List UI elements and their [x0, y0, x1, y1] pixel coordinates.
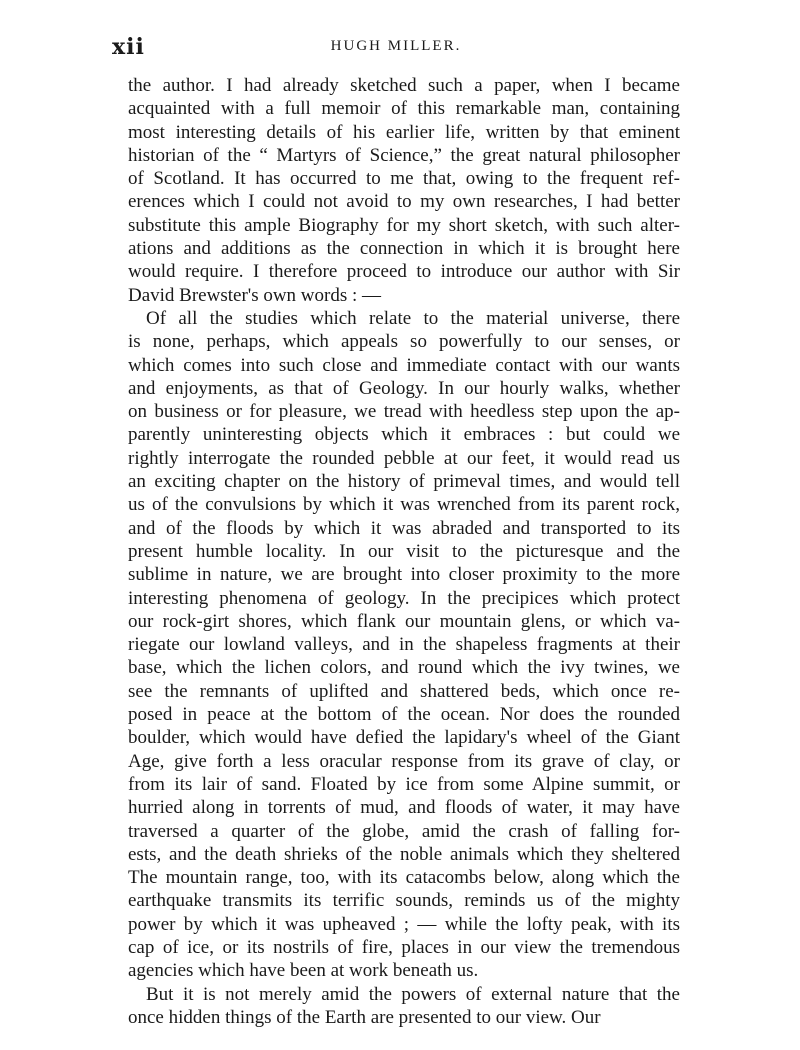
text-line: The mountain range, too, with its catacombs below, along which the — [128, 867, 680, 889]
text-line: our rock-girt shores, which flank our mountain glens, or which va- — [128, 610, 680, 632]
running-title: HUGH MILLER. — [330, 38, 462, 54]
text-line: But it is not merely amid the powers of external nature that the — [146, 983, 680, 1005]
text-line: and of the floods by which it was abraded and transported to its — [128, 517, 680, 539]
text-line: acquainted with a full memoir of this remarkable man, containing — [128, 98, 680, 120]
text-line: boulder, which would have defied the lapidary's wheel of the Giant — [128, 727, 680, 749]
text-line: power by which it was upheaved ; — while the lofty peak, with its — [128, 913, 680, 935]
text-line: which comes into such close and immediate contact with our wants — [128, 354, 680, 376]
text-line: agencies which have been at work beneath us. — [128, 960, 479, 982]
text-line: riegate our lowland valleys, and in the shapeless fragments at their — [128, 634, 680, 656]
text-line: ests, and the death shrieks of the noble animals which they sheltered — [128, 843, 680, 865]
text-line: hurried along in torrents of mud, and floods of water, it may have — [128, 797, 680, 819]
page-number: xii — [112, 34, 145, 60]
text-line: from its lair of sand. Floated by ice from some Alpine summit, or — [128, 773, 680, 795]
text-line: Age, give forth a less oracular response from its grave of clay, or — [128, 750, 680, 772]
text-line: posed in peace at the bottom of the ocean. Nor does the rounded — [128, 704, 680, 726]
text-line: sublime in nature, we are brought into closer proximity to the more — [128, 564, 680, 586]
text-line: base, which the lichen colors, and round which the ivy twines, we — [128, 657, 680, 679]
text-line: and enjoyments, as that of Geology. In our hourly walks, whether — [128, 377, 680, 399]
paragraph — [128, 983, 680, 1030]
text-line: ations and additions as the connection in which it is brought here — [128, 238, 680, 260]
text-line: historian of the “ Martyrs of Science,” the great natural philosopher — [128, 144, 680, 166]
text-line: interesting phenomena of geology. In the precipices which protect — [128, 587, 680, 609]
text-line: Of all the studies which relate to the material universe, there — [146, 307, 680, 329]
text-line: rightly interrogate the rounded pebble at our feet, it would read us — [128, 447, 680, 469]
text-line: see the remnants of uplifted and shattered beds, which once re- — [128, 680, 680, 702]
text-line: present humble locality. In our visit to the picturesque and the — [128, 540, 680, 562]
text-line: of Scotland. It has occurred to me that, owing to the frequent ref- — [128, 168, 680, 190]
text-line: David Brewster's own words : — — [128, 284, 382, 306]
paragraph — [128, 307, 680, 983]
running-head — [112, 34, 680, 58]
body-text — [128, 74, 680, 1029]
text-line: would require. I therefore proceed to introduce our author with Sir — [128, 261, 680, 283]
text-line: erences which I could not avoid to my own researches, I had better — [128, 191, 680, 213]
text-line: the author. I had already sketched such a paper, when I became — [128, 75, 680, 96]
text-line: us of the convulsions by which it was wrenched from its parent rock, — [128, 494, 680, 516]
text-line: traversed a quarter of the globe, amid the crash of falling for- — [128, 820, 680, 842]
text-line: substitute this ample Biography for my short sketch, with such alter- — [128, 214, 680, 236]
paragraph — [128, 74, 680, 307]
text-line: an exciting chapter on the history of primeval times, and would tell — [128, 471, 680, 493]
text-line: parently uninteresting objects which it embraces : but could we — [128, 424, 680, 446]
text-line: once hidden things of the Earth are presented to our view. Our — [128, 1006, 601, 1028]
text-line: is none, perhaps, which appeals so powerfully to our senses, or — [128, 331, 680, 353]
text-line: most interesting details of his earlier life, written by that eminent — [128, 121, 680, 143]
text-line: cap of ice, or its nostrils of fire, places in our view the tremendous — [128, 936, 680, 958]
text-line: earthquake transmits its terrific sounds, reminds us of the mighty — [128, 890, 680, 912]
text-line: on business or for pleasure, we tread with heedless step upon the ap- — [128, 401, 680, 423]
